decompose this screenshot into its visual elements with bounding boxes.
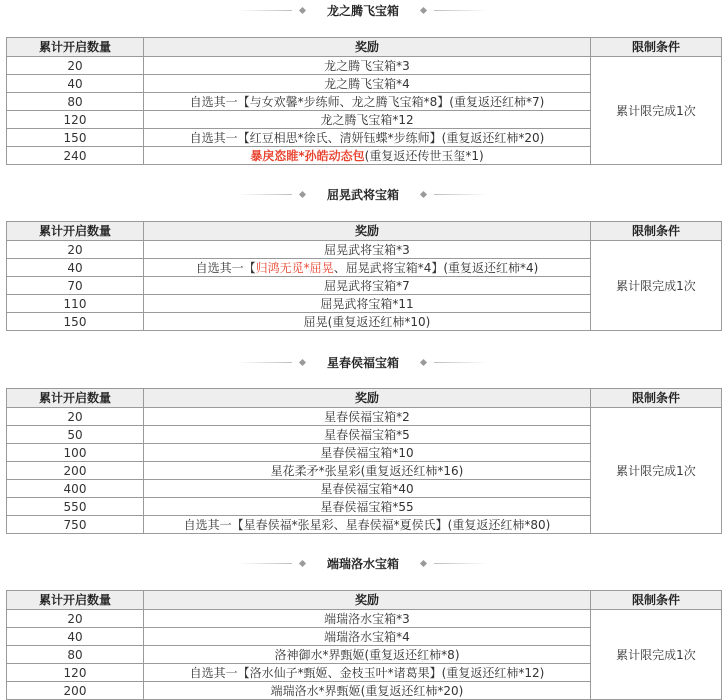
reward-text: 端瑞洛水宝箱*4	[324, 629, 410, 644]
reward-cell	[144, 628, 591, 646]
table-header-row	[7, 38, 722, 57]
reward-text: 星春侯福宝箱*55	[320, 499, 414, 514]
reward-text: 龙之腾飞宝箱*3	[324, 58, 410, 73]
count-cell: 400	[7, 480, 144, 498]
reward-text: 自选其一【	[195, 260, 256, 275]
reward-cell	[144, 516, 591, 534]
reward-text: 自选其一【红豆相思*徐氏、清妍钰蝶*步练师】(重复返还红柿*20)	[189, 130, 545, 145]
count-cell: 40	[7, 259, 144, 277]
reward-text: 屈晃(重复返还红柿*10)	[303, 314, 431, 329]
count-cell: 100	[7, 444, 144, 462]
header-condition: 限制条件	[591, 591, 722, 610]
reward-cell	[144, 295, 591, 313]
reward-text: 端瑞洛水*界甄姬(重复返还红柿*20)	[270, 683, 464, 698]
reward-table	[6, 37, 722, 165]
count-cell: 40	[7, 628, 144, 646]
condition-cell: 累计限完成1次	[591, 610, 722, 700]
reward-cell	[144, 646, 591, 664]
reward-cell	[144, 259, 591, 277]
reward-cell	[144, 480, 591, 498]
header-count: 累计开启数量	[7, 38, 144, 57]
divider-line	[434, 563, 488, 564]
count-cell: 50	[7, 426, 144, 444]
header-reward: 奖励	[144, 591, 591, 610]
table-row	[7, 241, 722, 259]
highlighted-reward-text: 暴戾恣睢*孙皓动态包	[250, 148, 365, 163]
condition-cell: 累计限完成1次	[591, 57, 722, 165]
reward-text: 端瑞洛水宝箱*3	[324, 611, 410, 626]
reward-cell	[144, 111, 591, 129]
reward-text: 星春侯福宝箱*10	[320, 445, 414, 460]
count-cell: 20	[7, 57, 144, 75]
header-count: 累计开启数量	[7, 591, 144, 610]
reward-cell	[144, 498, 591, 516]
count-cell: 240	[7, 147, 144, 165]
count-cell: 120	[7, 664, 144, 682]
count-cell: 200	[7, 462, 144, 480]
reward-text: 星春侯福宝箱*5	[324, 427, 410, 442]
highlighted-reward-text: 归鸿无觅*屈晃	[255, 260, 334, 275]
section-title	[0, 553, 726, 573]
reward-text: 星花柔矛*张星彩(重复返还红柿*16)	[270, 463, 464, 478]
count-cell: 150	[7, 129, 144, 147]
section-title-text: 星春侯福宝箱	[326, 355, 399, 370]
reward-table	[6, 590, 722, 700]
diamond-icon	[420, 559, 427, 566]
count-cell: 20	[7, 241, 144, 259]
count-cell: 200	[7, 682, 144, 700]
header-count: 累计开启数量	[7, 222, 144, 241]
reward-cell	[144, 444, 591, 462]
table-row	[7, 57, 722, 75]
reward-cell	[144, 75, 591, 93]
diamond-icon	[299, 6, 306, 13]
reward-cell	[144, 93, 591, 111]
table-header-row	[7, 389, 722, 408]
section-title-text: 龙之腾飞宝箱	[326, 3, 399, 18]
reward-text: 星春侯福宝箱*2	[324, 409, 410, 424]
reward-text: 屈晃武将宝箱*7	[324, 278, 410, 293]
divider-line	[238, 10, 292, 11]
condition-cell: 累计限完成1次	[591, 241, 722, 331]
reward-text: 自选其一【与女欢馨*步练师、龙之腾飞宝箱*8】(重复返还红柿*7)	[189, 94, 545, 109]
count-cell: 80	[7, 93, 144, 111]
table-header-row	[7, 591, 722, 610]
reward-text: 、屈晃武将宝箱*4】(重复返还红柿*4)	[333, 260, 539, 275]
section-title-text: 屈晃武将宝箱	[326, 187, 399, 202]
reward-cell	[144, 147, 591, 165]
reward-cell	[144, 313, 591, 331]
section-title	[0, 0, 726, 20]
header-reward: 奖励	[144, 38, 591, 57]
divider-line	[238, 194, 292, 195]
count-cell: 20	[7, 408, 144, 426]
header-reward: 奖励	[144, 389, 591, 408]
reward-text: 龙之腾飞宝箱*12	[320, 112, 414, 127]
diamond-icon	[420, 6, 427, 13]
reward-cell	[144, 610, 591, 628]
reward-text: 星春侯福宝箱*40	[320, 481, 414, 496]
count-cell: 70	[7, 277, 144, 295]
divider-line	[434, 194, 488, 195]
count-cell: 750	[7, 516, 144, 534]
header-condition: 限制条件	[591, 38, 722, 57]
diamond-icon	[299, 358, 306, 365]
count-cell: 150	[7, 313, 144, 331]
count-cell: 120	[7, 111, 144, 129]
count-cell: 80	[7, 646, 144, 664]
count-cell: 550	[7, 498, 144, 516]
reward-text: (重复返还传世玉玺*1)	[364, 148, 484, 163]
reward-text: 屈晃武将宝箱*11	[320, 296, 414, 311]
divider-line	[238, 362, 292, 363]
reward-cell	[144, 664, 591, 682]
reward-text: 洛神御水*界甄姬(重复返还红柿*8)	[274, 647, 460, 662]
reward-text: 自选其一【星春侯福*张星彩、星春侯福*夏侯氏】(重复返还红柿*80)	[183, 517, 551, 532]
divider-line	[434, 10, 488, 11]
count-cell: 110	[7, 295, 144, 313]
section-title-text: 端瑞洛水宝箱	[326, 556, 399, 571]
reward-cell	[144, 408, 591, 426]
reward-text: 屈晃武将宝箱*3	[324, 242, 410, 257]
reward-table	[6, 388, 722, 534]
header-condition: 限制条件	[591, 222, 722, 241]
header-condition: 限制条件	[591, 389, 722, 408]
section-title	[0, 184, 726, 204]
diamond-icon	[299, 190, 306, 197]
table-header-row	[7, 222, 722, 241]
header-reward: 奖励	[144, 222, 591, 241]
section-title	[0, 352, 726, 372]
divider-line	[434, 362, 488, 363]
header-count: 累计开启数量	[7, 389, 144, 408]
reward-cell	[144, 682, 591, 700]
diamond-icon	[299, 559, 306, 566]
reward-text: 自选其一【洛水仙子*甄姬、金枝玉叶*诸葛果】(重复返还红柿*12)	[189, 665, 545, 680]
reward-table	[6, 221, 722, 331]
condition-cell: 累计限完成1次	[591, 408, 722, 534]
reward-cell	[144, 277, 591, 295]
diamond-icon	[420, 190, 427, 197]
reward-cell	[144, 426, 591, 444]
table-row	[7, 408, 722, 426]
diamond-icon	[420, 358, 427, 365]
count-cell: 40	[7, 75, 144, 93]
table-row	[7, 610, 722, 628]
reward-cell	[144, 241, 591, 259]
divider-line	[238, 563, 292, 564]
reward-text: 龙之腾飞宝箱*4	[324, 76, 410, 91]
reward-cell	[144, 129, 591, 147]
reward-cell	[144, 462, 591, 480]
reward-cell	[144, 57, 591, 75]
count-cell: 20	[7, 610, 144, 628]
